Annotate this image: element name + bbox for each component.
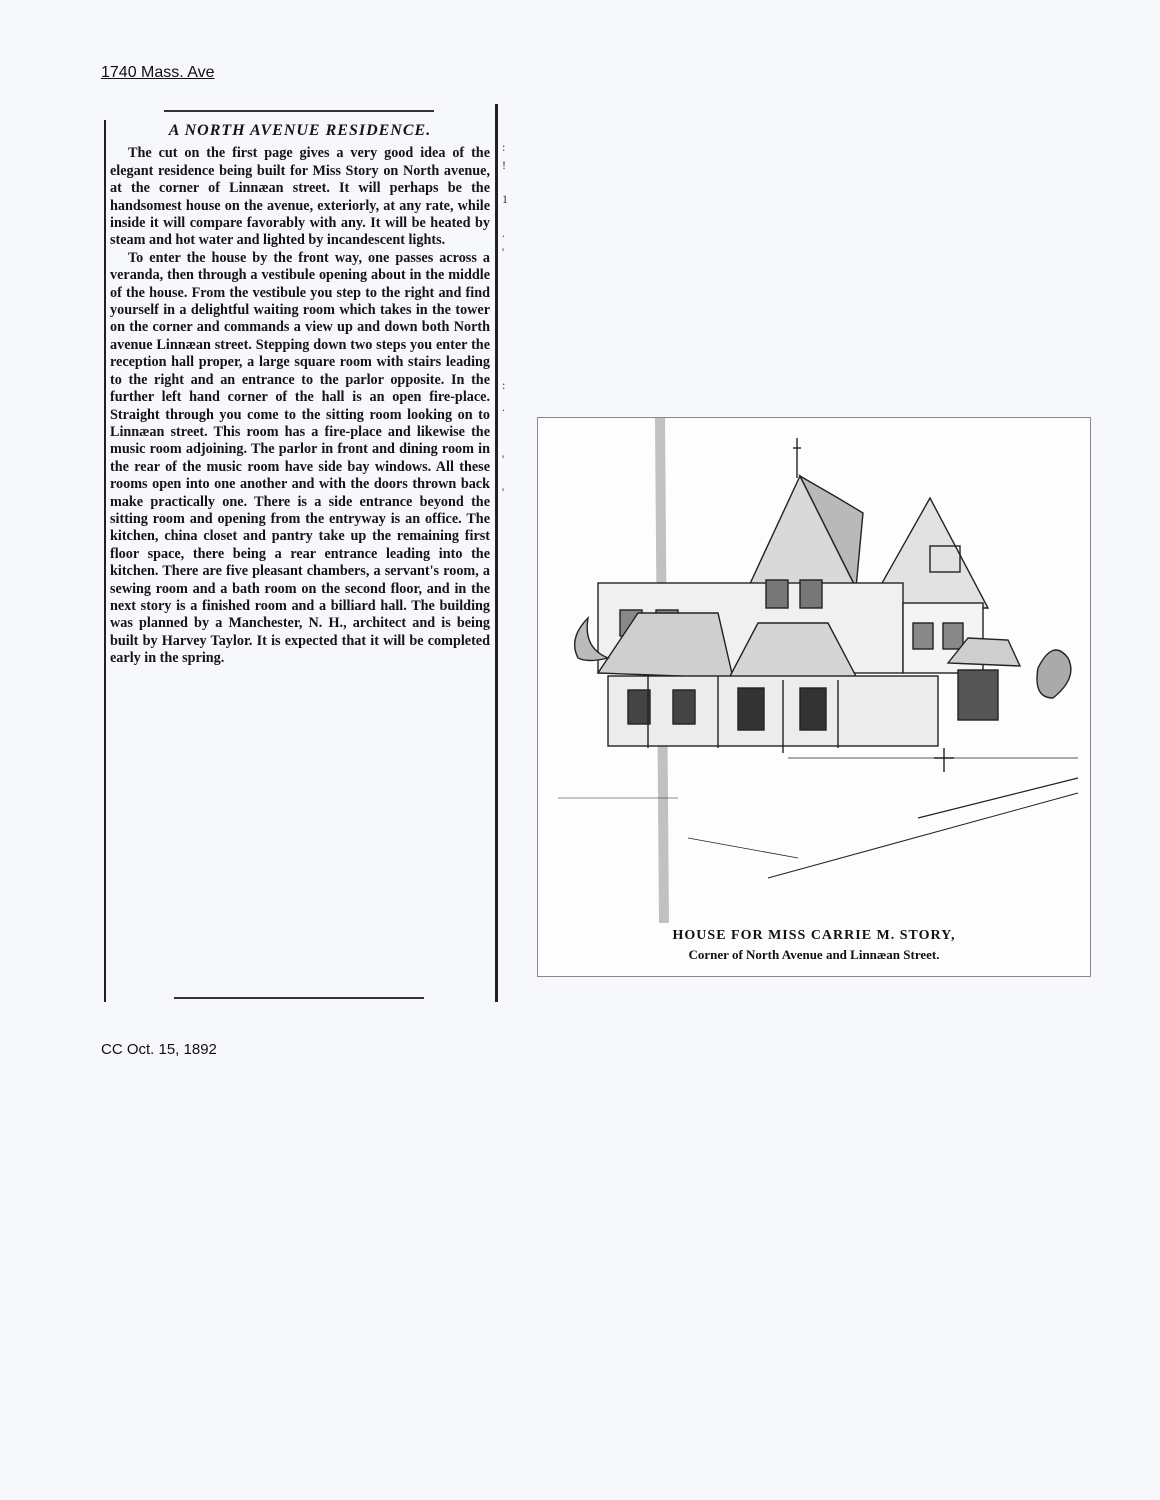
- article-headline: A NORTH AVENUE RESIDENCE.: [168, 122, 432, 139]
- left-column-rule: [104, 120, 106, 1002]
- figure-caption-line-2: Corner of North Avenue and Linnæan Street.: [688, 947, 940, 962]
- article: [110, 122, 490, 668]
- citation: CC Oct. 15, 1892: [101, 1041, 217, 1058]
- article-paragraph-1: The cut on the first page gives a very good idea of the elegant residence being built for Miss Story on North avenue, at the corner of Linnæan street. It will perhaps be the handsomest house on the avenue, exteriorly, at any rate, while inside it will compare favorably with any. It will be heated by steam and hot water and lighted by incandescent lights.: [110, 145, 490, 249]
- house-drawing: [538, 418, 1090, 923]
- house-illustration: [537, 417, 1091, 977]
- margin-marks: : ! 1 . ' : . ' ': [502, 140, 508, 499]
- article-paragraph-2: To enter the house by the front way, one passes across a veranda, then through a vestibule opening about in the middle of the house. From the vestibule you step to the right and find yourself in a delightful waiting room which takes in the tower on the corner and commands a view up and down both North avenue Linnæan street. Stepping down two steps you enter the reception hall proper, a large square room with stairs leading to the right and an entrance to the parlor opposite. In the further left hand corner of the hall is an open fire-place. Straight through you come to the sitting room looking on to Linnæan street. This room has a fire-place and likewise the music room adjoining. The parlor in front and dining room in the rear of the music room have side bay windows. All these rooms open into one another and with the doors thrown back make practically one. There is a side entrance beyond the sitting room and opening from the entryway is an office. The kitchen, china closet and pantry take up the remaining first floor space, there being a rear entrance leading into the kitchen. There are five pleasant chambers, a servant's room, a sewing room and a bath room on the second floor, and in the next story is a finished room and a billiard hall. The building was planned by a Manchester, N. H., architect and is being built by Harvey Taylor. It is expected that it will be completed early in the spring.: [110, 249, 490, 667]
- top-rule: [164, 110, 434, 112]
- bottom-rule: [174, 997, 424, 999]
- figure-caption-line-1: HOUSE FOR MISS CARRIE M. STORY,: [672, 928, 956, 943]
- page-label: 1740 Mass. Ave: [101, 64, 215, 81]
- newspaper-clipping: [104, 104, 500, 1002]
- right-column-rule: [495, 104, 498, 1002]
